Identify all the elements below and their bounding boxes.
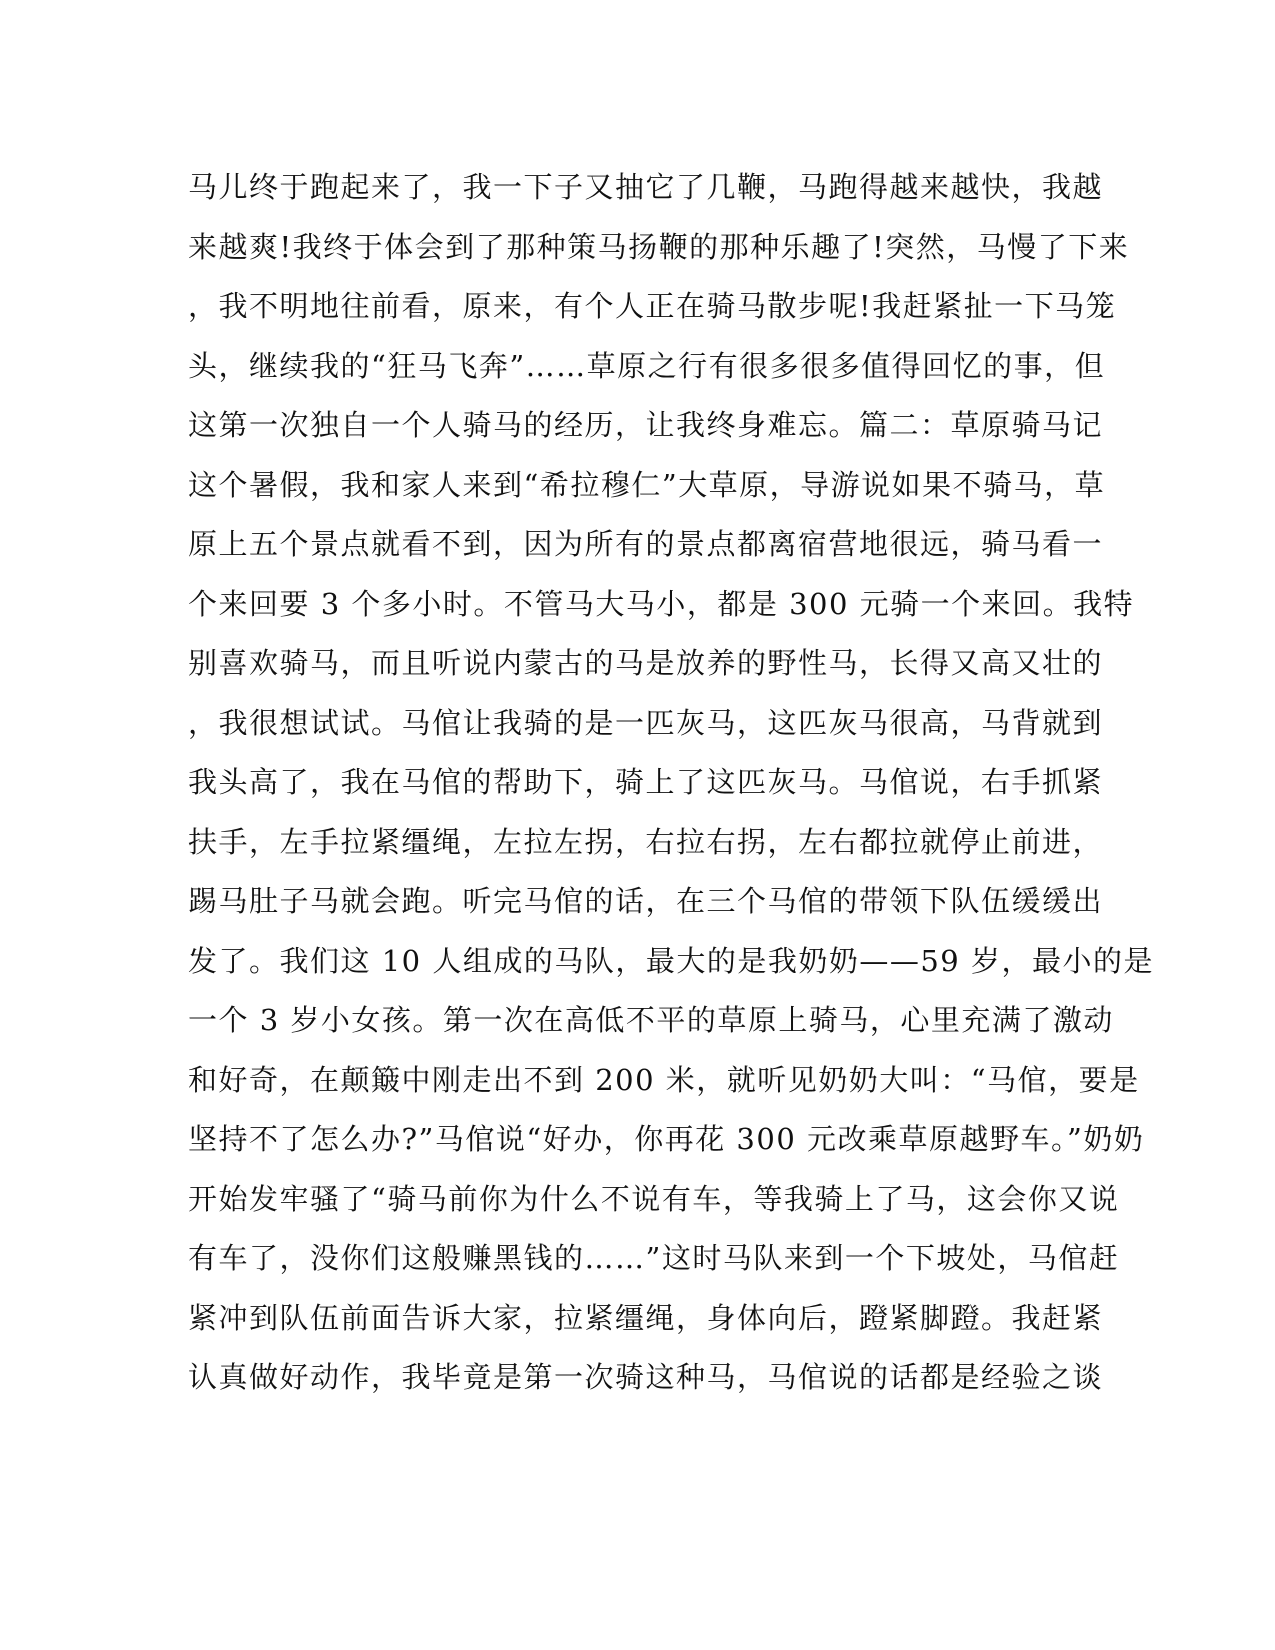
text-line: 扶手，左手拉紧缰绳，左拉左拐，右拉右拐，左右都拉就停止前进，	[188, 824, 1104, 859]
text-line: 开始发牢骚了“骑马前你为什么不说有车，等我骑上了马，这会你又说	[188, 1181, 1120, 1216]
text-line: 原上五个景点就看不到，因为所有的景点都离宿营地很远，骑马看一	[188, 527, 1104, 561]
text-line: 认真做好动作，我毕竟是第一次骑这种马，马倌说的话都是经验之谈	[188, 1360, 1104, 1394]
text-line: 个来回要 3 个多小时。不管马大马小，都是 300 元骑一个来回。我特	[188, 586, 1135, 621]
text-line: 踢马肚子马就会跑。听完马倌的话，在三个马倌的带领下队伍缓缓出	[188, 884, 1104, 918]
text-line: ，我很想试试。马倌让我骑的是一匹灰马，这匹灰马很高，马背就到	[188, 705, 1104, 740]
text-line: 一个 3 岁小女孩。第一次在高低不平的草原上骑马，心里充满了激动	[188, 1003, 1114, 1037]
text-line: 来越爽!我终于体会到了那种策马扬鞭的那种乐趣了!突然，马慢了下来	[188, 229, 1130, 264]
text-line: 头，继续我的“狂马飞奔”……草原之行有很多很多值得回忆的事，但	[188, 348, 1106, 383]
text-line: 有车了，没你们这般赚黑钱的……”这时马队来到一个下坡处，马倌赶	[188, 1241, 1120, 1275]
text-line: 马儿终于跑起来了，我一下子又抽它了几鞭，马跑得越来越快，我越	[188, 170, 1104, 204]
text-line: ，我不明地往前看，原来，有个人正在骑马散步呢!我赶紧扯一下马笼	[188, 289, 1117, 323]
text-line: 这第一次独自一个人骑马的经历，让我终身难忘。篇二：草原骑马记	[188, 408, 1104, 442]
text-line: 别喜欢骑马，而且听说内蒙古的马是放养的野性马，长得又高又壮的	[188, 646, 1104, 680]
text-line: 发了。我们这 10 人组成的马队，最大的是我奶奶——59 岁，最小的是	[188, 943, 1154, 978]
text-line: 坚持不了怎么办?”马倌说“好办，你再花 300 元改乘草原越野车。”奶奶	[188, 1122, 1145, 1156]
text-line: 我头高了，我在马倌的帮助下，骑上了这匹灰马。马倌说，右手抓紧	[188, 765, 1104, 799]
text-line: 这个暑假，我和家人来到“希拉穆仁”大草原，导游说如果不骑马，草	[188, 467, 1106, 502]
text-line: 紧冲到队伍前面告诉大家，拉紧缰绳，身体向后，蹬紧脚蹬。我赶紧	[188, 1300, 1104, 1335]
body-text	[188, 158, 1154, 1408]
text-line: 和好奇，在颠簸中刚走出不到 200 米，就听见奶奶大叫：“马倌，要是	[188, 1062, 1140, 1097]
